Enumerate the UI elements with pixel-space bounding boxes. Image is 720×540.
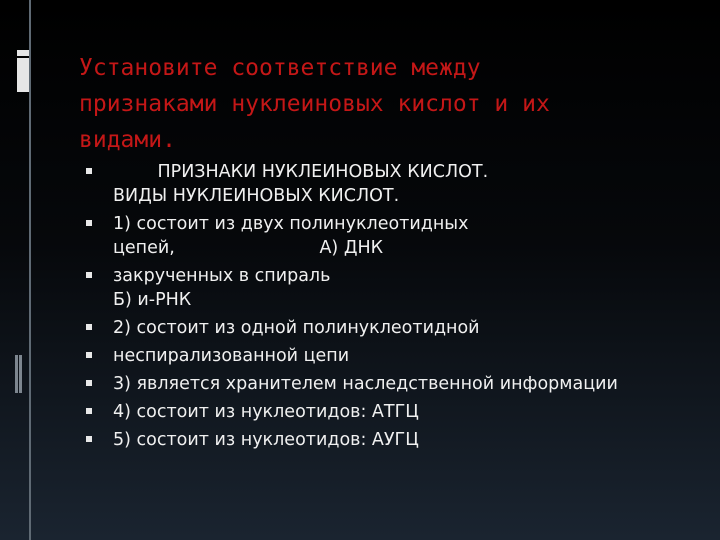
bullet-icon [86,352,92,358]
list-item [78,400,708,424]
decor-block-top [17,50,29,56]
list-item-text: Б) и-РНК [113,290,192,310]
list-item [78,264,708,312]
list-item-text: 4) состоит из нуклеотидов: АТГЦ [113,402,419,422]
bullet-icon [86,324,92,330]
bullet-icon [86,408,92,414]
list-item-text: 3) является хранителем наследственной информации [113,374,618,394]
bullet-icon [86,272,92,278]
list-item-text: 2) состоит из одной полинуклеотидной [113,318,480,338]
list-item-text: ПРИЗНАКИ НУКЛЕИНОВЫХ КИСЛОТ. [113,162,489,182]
bullet-icon [86,436,92,442]
list-item [78,372,708,396]
slide-title: Установите соответствие между признаками нуклеиновых кислот и их видами. [79,55,550,153]
list-item-text: цепей, А) ДНК [113,238,384,258]
frame-line [29,0,31,540]
decor-stripe-left [15,355,18,393]
list-item-text: 1) состоит из двух полинуклеотидных [113,214,469,234]
bullet-icon [86,380,92,386]
decor-block-bottom [17,58,29,92]
list-item-text: неспирализованной цепи [113,346,350,366]
list-item [78,160,708,208]
bullet-icon [86,168,92,174]
list-item [78,344,708,368]
list-item [78,316,708,340]
decor-stripe-right [19,355,22,393]
list-item [78,212,708,260]
list-item-text: ВИДЫ НУКЛЕИНОВЫХ КИСЛОТ. [113,186,400,206]
list-item-text: 5) состоит из нуклеотидов: АУГЦ [113,430,419,450]
list-item-text: закрученных в спираль [113,266,331,286]
list-item [78,428,708,452]
bullet-list [78,160,708,456]
bullet-icon [86,220,92,226]
